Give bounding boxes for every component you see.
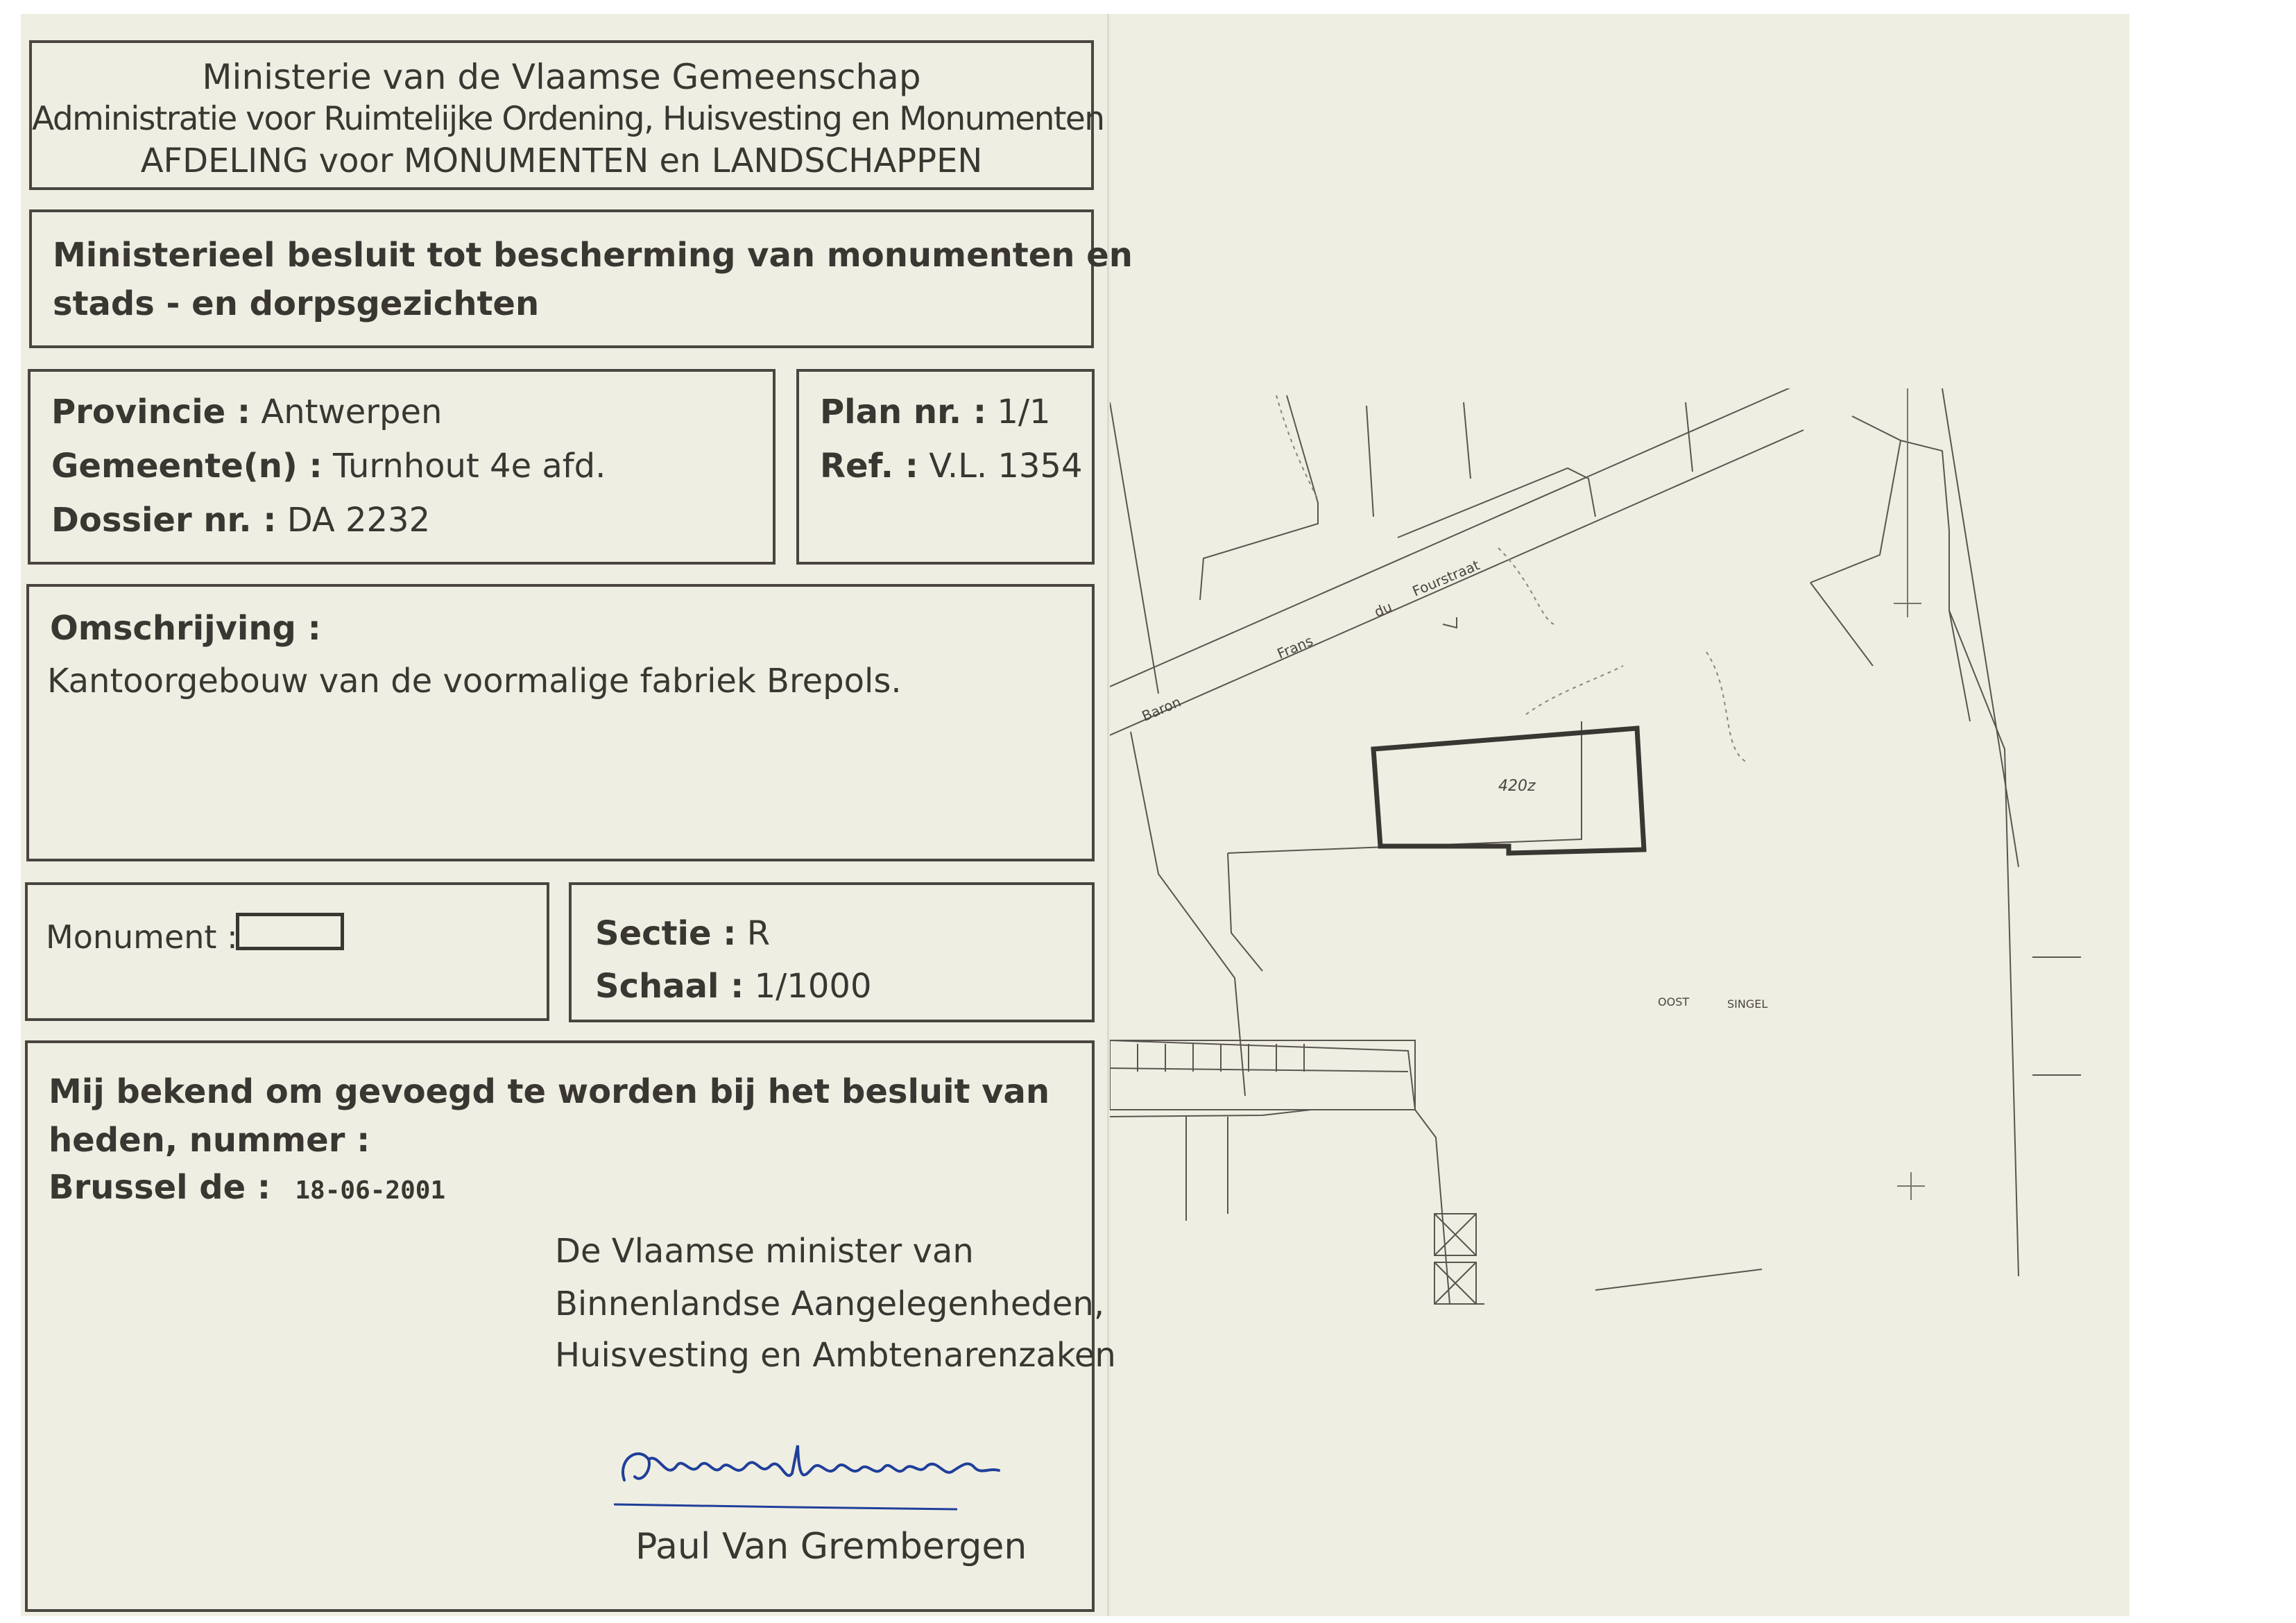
provincie-row [51, 393, 442, 431]
schaal-row [595, 967, 871, 1006]
cadastral-map [1110, 388, 2123, 1346]
plan-value: 1/1 [997, 393, 1051, 431]
street-label-du: du [1371, 598, 1395, 621]
gemeente-label: Gemeente(n) : [51, 447, 323, 486]
monument-box [25, 882, 549, 1021]
dossier-row [51, 501, 430, 540]
description-text: Kantoorgebouw van de voormalige fabriek Brepols. [47, 662, 902, 701]
ref-row [820, 447, 1083, 486]
description-label: Omschrijving : [50, 609, 321, 648]
approval-line1: Mij bekend om gevoegd te worden bij het besluit van [49, 1072, 1050, 1111]
decree-title-line1: Ministerieel besluit tot bescherming van monumenten en [53, 236, 1133, 275]
plan-label: Plan nr. : [820, 393, 987, 431]
parcel-number: 420z [1498, 778, 1536, 795]
location-box [28, 369, 776, 565]
street-label-frans: Frans [1274, 632, 1316, 662]
ref-label: Ref. : [820, 447, 918, 486]
gemeente-value: Turnhout 4e afd. [332, 447, 606, 486]
decree-box [29, 209, 1133, 348]
description-box [26, 584, 1095, 861]
schaal-label: Schaal : [595, 967, 744, 1006]
sectie-row [595, 914, 770, 953]
singel-label: SINGEL [1727, 997, 1768, 1011]
plan-row [820, 393, 1051, 431]
brussel-label: Brussel de : [49, 1168, 271, 1207]
provincie-value: Antwerpen [261, 393, 443, 431]
header-administration: Administratie voor Ruimtelijke Ordening, Huisvesting en Monumenten [32, 100, 1104, 138]
provincie-label: Provincie : [51, 393, 251, 431]
decree-title-line2: stads - en dorpsgezichten [53, 284, 540, 323]
header-ministry: Ministerie van de Vlaamse Gemeenschap [202, 57, 921, 97]
street-label-fourstraat: Fourstraat [1410, 556, 1482, 600]
decree-date: 18-06-2001 [295, 1176, 446, 1205]
sectie-label: Sectie : [595, 914, 737, 953]
street-label-baron: Baron [1139, 693, 1183, 725]
signatory-name: Paul Van Grembergen [635, 1526, 1027, 1568]
gemeente-row [51, 447, 606, 486]
ref-value: V.L. 1354 [929, 447, 1083, 486]
section-box [569, 882, 1095, 1022]
minister-line2: Binnenlandse Aangelegenheden, [555, 1285, 1105, 1323]
header-box [29, 40, 1104, 190]
signature-mark [610, 1418, 1027, 1522]
approval-box [25, 1040, 1116, 1612]
dossier-label: Dossier nr. : [51, 501, 277, 540]
plan-box [796, 369, 1095, 565]
approval-line2: heden, nummer : [49, 1121, 370, 1160]
header-department: AFDELING voor MONUMENTEN en LANDSCHAPPEN [140, 141, 983, 180]
sectie-value: R [746, 914, 771, 953]
monument-label: Monument : [46, 918, 238, 956]
monument-legend-swatch [236, 913, 344, 950]
minister-line1: De Vlaamse minister van [555, 1232, 974, 1271]
dossier-value: DA 2232 [286, 501, 431, 540]
minister-line3: Huisvesting en Ambtenarenzaken [555, 1336, 1116, 1375]
schaal-value: 1/1000 [754, 967, 872, 1006]
oost-label: OOST [1658, 995, 1690, 1008]
brussel-row [49, 1168, 445, 1207]
